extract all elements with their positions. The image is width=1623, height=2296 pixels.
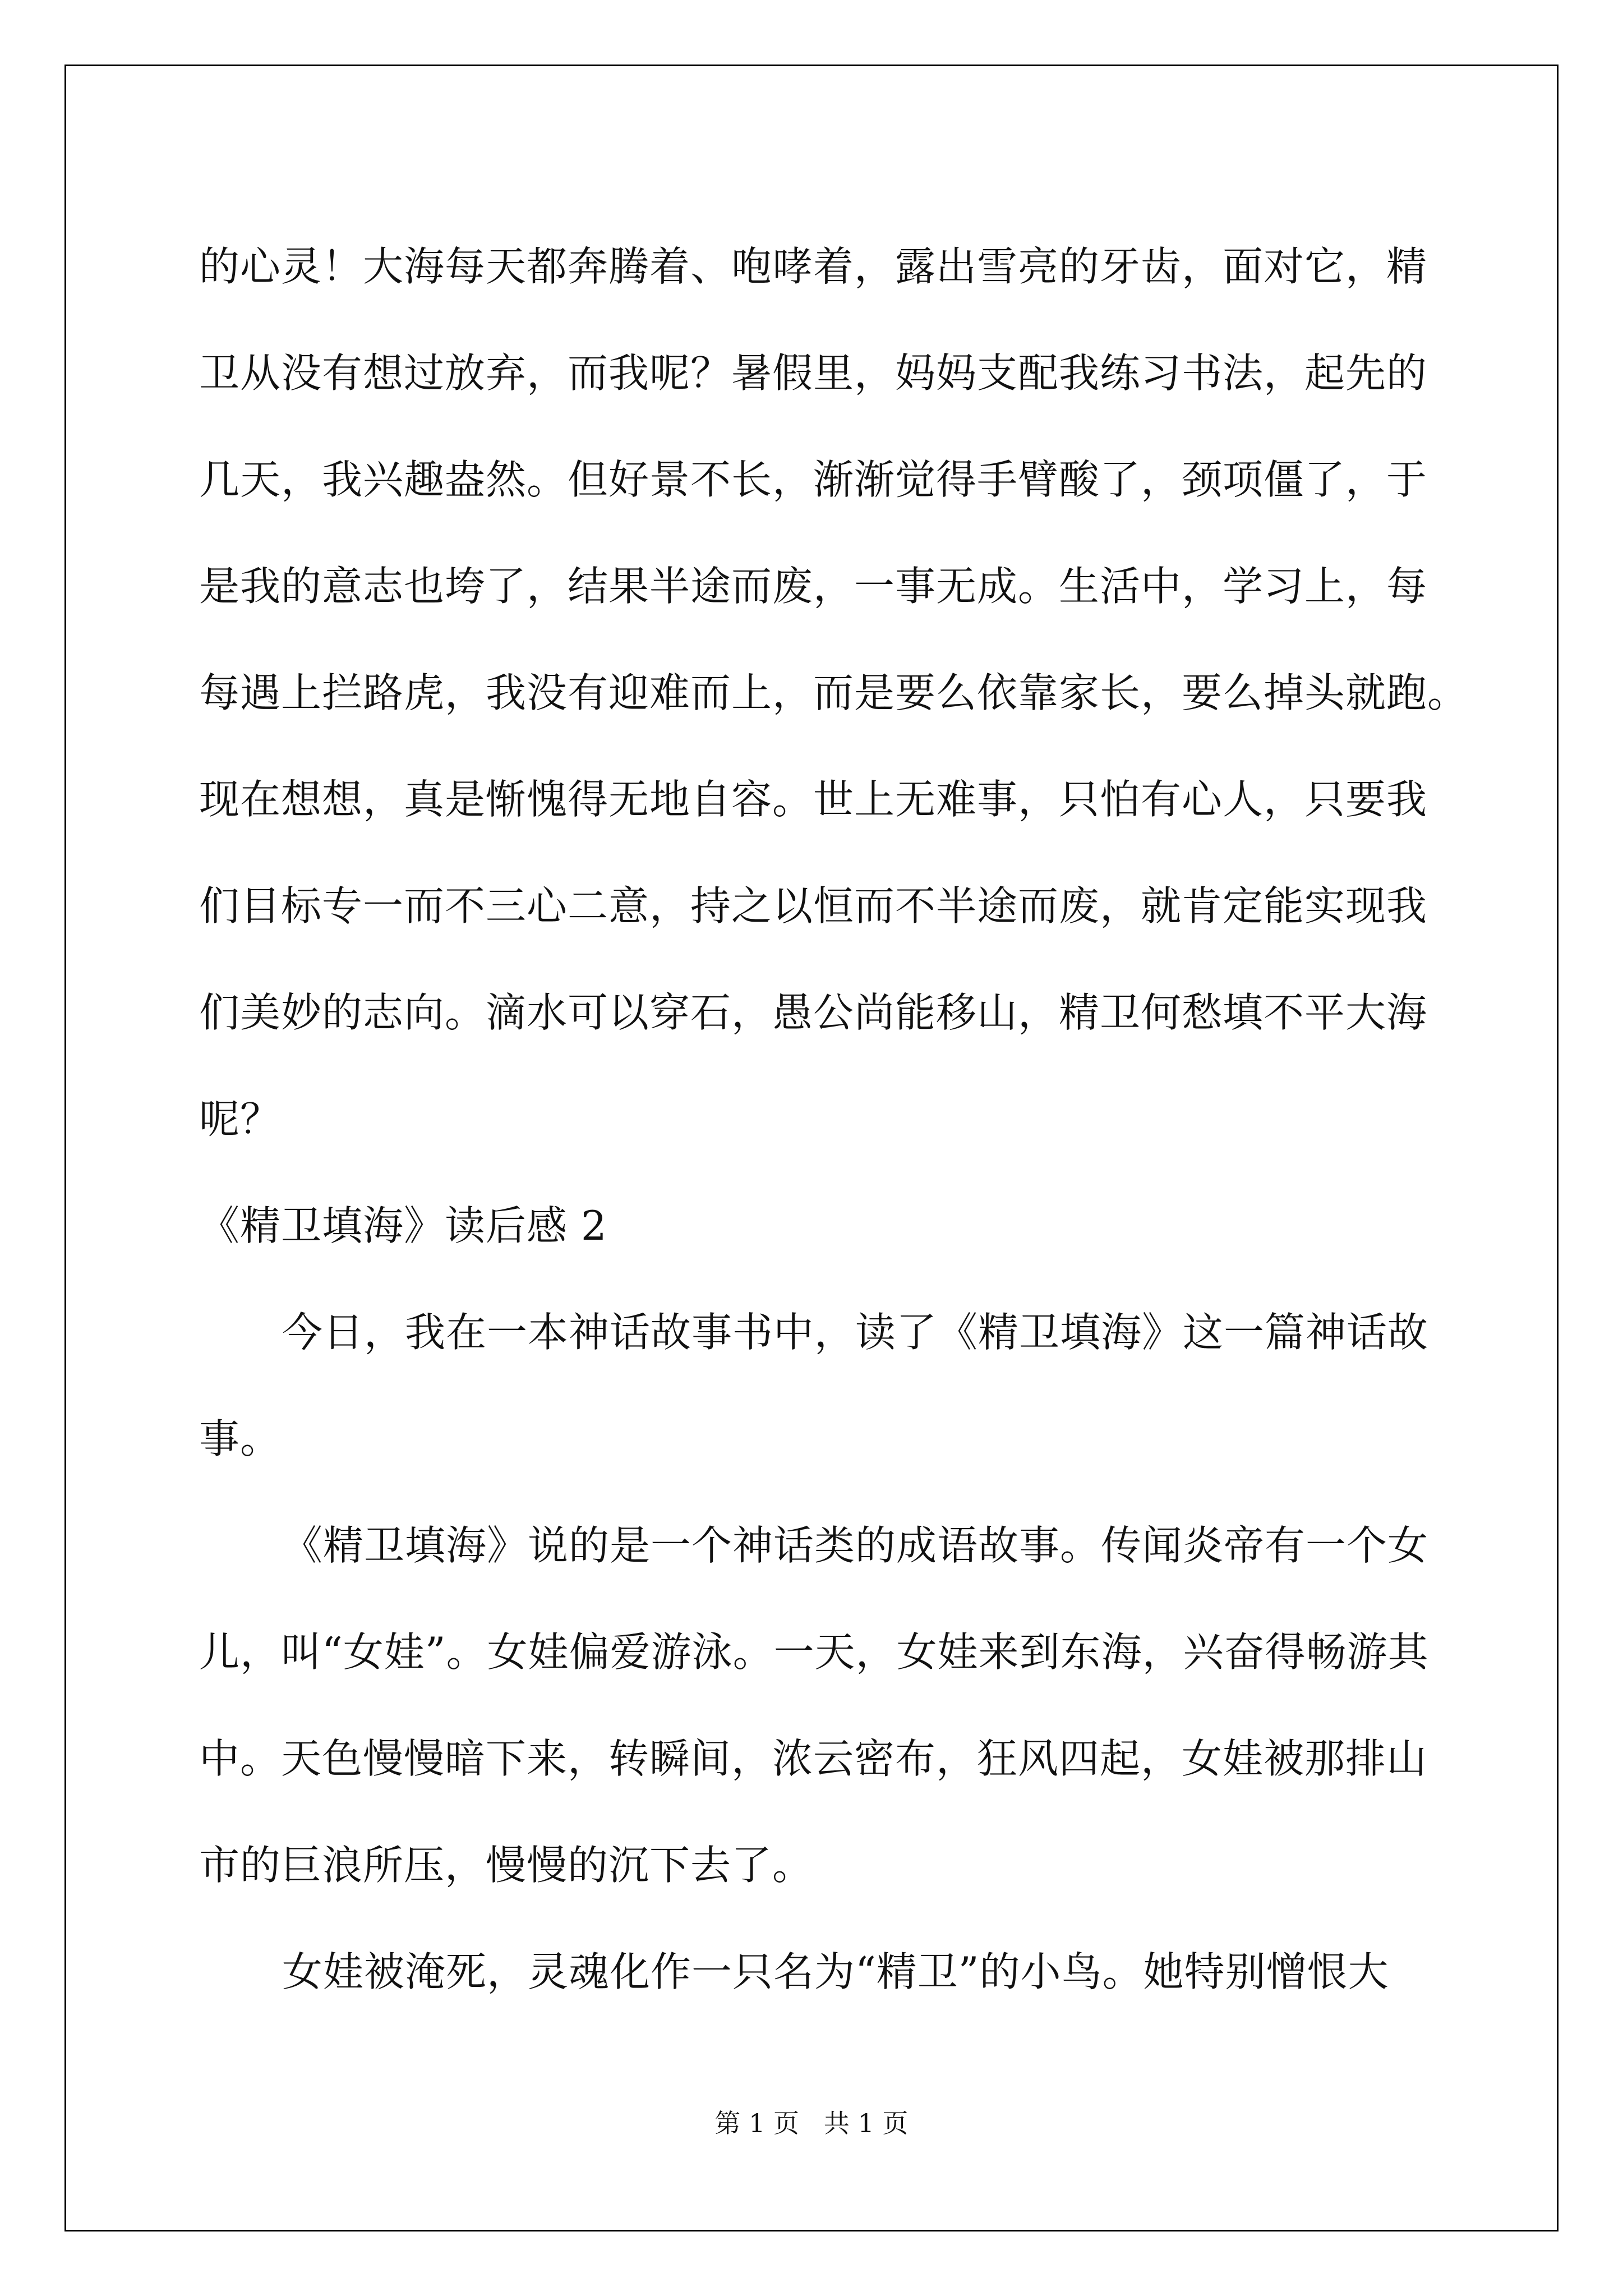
page-footer: 第 1 页 共 1 页 bbox=[714, 2108, 909, 2138]
text-line: 几天，我兴趣盎然。但好景不长，渐渐觉得手臂酸了，颈项僵了，于 bbox=[199, 456, 1428, 503]
document-body bbox=[199, 213, 1469, 2025]
text-line: 卫从没有想过放弃，而我呢？暑假里，妈妈支配我练习书法，起先的 bbox=[199, 349, 1428, 397]
paragraph-first-line: 女娃被淹死，灵魂化作一只名为“精卫”的小鸟。她特别憎恨大 bbox=[282, 1948, 1389, 1995]
text-line: 每遇上拦路虎，我没有迎难而上，而是要么依靠家长，要么掉头就跑。 bbox=[199, 669, 1469, 716]
text-line: 的心灵！大海每天都奔腾着、咆哮着，露出雪亮的牙齿，面对它，精 bbox=[199, 243, 1428, 290]
text-line: 市的巨浪所压，慢慢的沉下去了。 bbox=[199, 1842, 814, 1889]
text-line: 们美妙的志向。滴水可以穿石，愚公尚能移山，精卫何愁填不平大海 bbox=[199, 989, 1428, 1036]
paragraph-first-line: 《精卫填海》说的是一个神话类的成语故事。传闻炎帝有一个女 bbox=[282, 1522, 1429, 1569]
text-line: 儿，叫“女娃”。女娃偏爱游泳。一天，女娃来到东海，兴奋得畅游其 bbox=[199, 1628, 1429, 1676]
text-line: 中。天色慢慢暗下来，转瞬间，浓云密布，狂风四起，女娃被那排山 bbox=[199, 1735, 1428, 1782]
text-line: 现在想想，真是惭愧得无地自容。世上无难事，只怕有心人，只要我 bbox=[199, 776, 1428, 823]
text-line: 呢？ bbox=[199, 1096, 282, 1143]
text-line: 是我的意志也垮了，结果半途而废，一事无成。生活中，学习上，每 bbox=[199, 563, 1428, 610]
text-line: 们目标专一而不三心二意，持之以恒而不半途而废，就肯定能实现我 bbox=[199, 882, 1428, 930]
section-heading: 《精卫填海》读后感 2 bbox=[199, 1202, 607, 1249]
paragraph-first-line: 今日，我在一本神话故事书中，读了《精卫填海》这一篇神话故 bbox=[282, 1309, 1429, 1356]
text-line: 事。 bbox=[199, 1415, 282, 1462]
